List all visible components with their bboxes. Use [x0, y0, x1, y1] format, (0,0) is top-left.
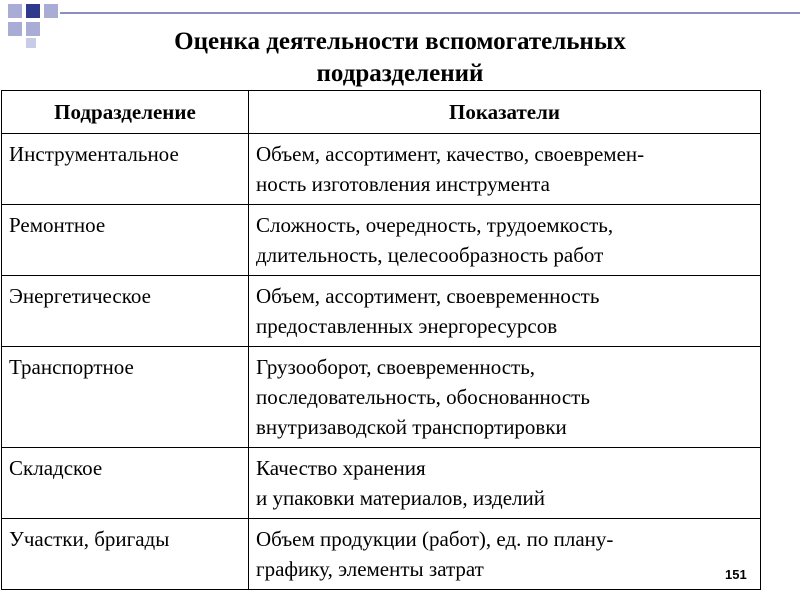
unit-cell: Энергетическое — [2, 276, 249, 347]
unit-cell: Инструментальное — [2, 134, 249, 205]
table-header-row — [2, 91, 761, 134]
page-number: 151 — [725, 567, 747, 582]
header-rule — [60, 12, 800, 14]
table-row — [2, 134, 761, 205]
title-line-1: Оценка деятельности вспомогательных — [174, 28, 626, 55]
indicators-cell: Грузооборот, своевременность, последовательность, обоснованность внутризаводской транспортировки — [249, 347, 761, 448]
header-unit: Подразделение — [2, 91, 249, 134]
unit-cell: Транспортное — [2, 347, 249, 448]
title-line-2: подразделений — [316, 60, 484, 87]
indicators-table — [1, 90, 761, 590]
indicators-cell: Объем, ассортимент, своевременность предоставленных энергоресурсов — [249, 276, 761, 347]
table-row — [2, 205, 761, 276]
header-indicators: Показатели — [249, 91, 761, 134]
unit-cell: Ремонтное — [2, 205, 249, 276]
indicators-cell: Качество хранения и упаковки материалов, изделий — [249, 448, 761, 519]
table-row — [2, 519, 761, 590]
indicators-cell: Объем, ассортимент, качество, своевремен- ность изготовления инструмента — [249, 134, 761, 205]
indicators-cell: Сложность, очередность, трудоемкость, длительность, целесообразность работ — [249, 205, 761, 276]
unit-cell: Участки, бригады — [2, 519, 249, 590]
table-row — [2, 448, 761, 519]
indicators-cell: Объем продукции (работ), ед. по плану- графику, элементы затрат — [249, 519, 761, 590]
slide-title — [0, 26, 800, 90]
unit-cell: Складское — [2, 448, 249, 519]
table-row — [2, 276, 761, 347]
table-row — [2, 347, 761, 448]
